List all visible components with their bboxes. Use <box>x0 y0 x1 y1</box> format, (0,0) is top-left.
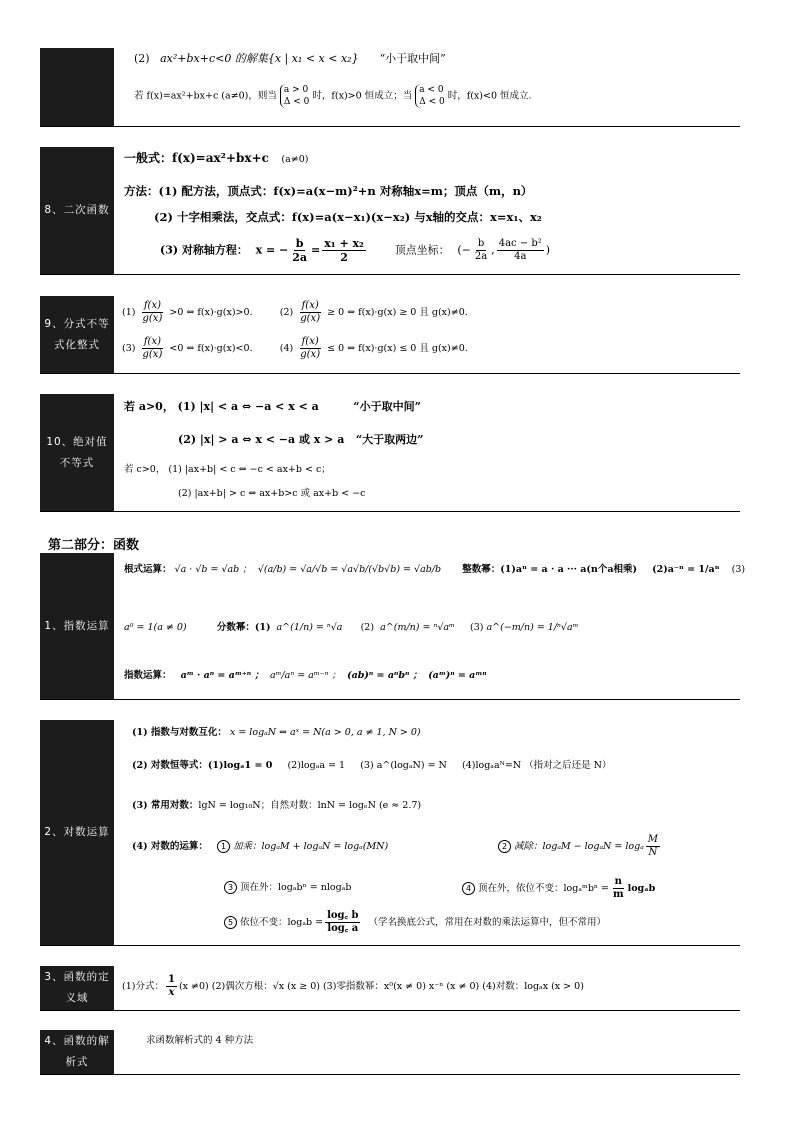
fractional-inequality-block <box>40 296 740 374</box>
common-log: (3) 常用对数：lgN = log₁₀N；自然对数：lnN = logₑN (e ≈ 2.7) <box>132 800 422 811</box>
exponent-label: 1、指数运算 <box>40 553 114 699</box>
top-label-cell <box>40 48 114 126</box>
exponent-rules: 指数运算： aᵐ · aⁿ = aᵐ⁺ⁿ ； aᵐ/aⁿ = aᵐ⁻ⁿ ； (ab)ⁿ = aⁿbⁿ ； (aᵐ)ⁿ = aᵐⁿ <box>124 670 487 681</box>
axis-equation: (3) 对称轴方程： x = − $\frac{b}{2a}$ = $\frac{\text{x₁ + x₂}}{2}$ 顶点坐标： (− $\frac{b}{2a}$ , $\frac{\text{4ac − b²}}{4a}$ ) <box>160 237 551 264</box>
expression-block <box>40 1030 740 1075</box>
absolute-value-label: 10、绝对值不等式 <box>40 394 114 511</box>
circled-number-1: 1 <box>217 840 230 853</box>
abs-greater-than: (2) |x| > a ⇔ x < −a 或 x > a “大于取两边” <box>178 433 424 446</box>
expression-label: 4、函数的解析式 <box>40 1030 114 1074</box>
section-title: 第二部分：函数 <box>48 538 140 553</box>
circled-number-5: 5 <box>224 916 237 929</box>
expression-methods: 求函数解析式的 4 种方法 <box>146 1035 254 1046</box>
log-power-rule: 3 顶在外：logₐbⁿ = nlogₐb <box>224 881 351 895</box>
domain-block <box>40 966 740 1011</box>
exponent-block <box>40 553 746 700</box>
log-exp-conversion: (1) 指数与对数互化： x = logₐN ⇔ aˣ = N(a > 0, a ≠ 1, N > 0) <box>132 727 421 738</box>
abs-linear-less: 若 c>0， (1) |ax+b| < c ⇔ −c < ax+b < c； <box>124 464 331 475</box>
fractional-inequality-label: 9、分式不等式化整式 <box>40 296 114 373</box>
circled-number-3: 3 <box>224 881 237 894</box>
frac-row-1: (1) $\frac{f(x)}{g(x)}$ >0 ⇔ f(x)·g(x)>0. (2) $\frac{f(x)}{g(x)}$ ≥ 0 ⇔ f(x)·g(x) ≥ 0 且 g(x)≠0. <box>122 300 468 324</box>
quadratic-label: 8、二次函数 <box>40 147 114 274</box>
vertex-form: 方法：(1) 配方法，顶点式：f(x)=a(x−m)²+n 对称轴x=m；顶点（m，n） <box>124 184 533 198</box>
circled-number-4: 4 <box>462 882 475 895</box>
absolute-value-block <box>40 394 740 512</box>
fraction-powers: a⁰ = 1(a ≠ 0) 分数幂：(1) a^(1/n) = ⁿ√a (2) a^(m/n) = ⁿ√aᵐ (3) a^(−m/n) = 1/ⁿ√aᵐ <box>124 622 579 633</box>
intercept-form: (2) 十字相乘法，交点式：f(x)=a(x−x₁)(x−x₂) 与x轴的交点：x=x₁、x₂ <box>154 210 542 224</box>
top-block <box>40 48 740 127</box>
solution-set-line: (2) ax²+bx+c<0 的解集{x | x₁ < x < x₂} “小于取中间” <box>134 52 446 65</box>
frac-row-2: (3) $\frac{f(x)}{g(x)}$ <0 ⇔ f(x)·g(x)<0. (4) $\frac{f(x)}{g(x)}$ ≤ 0 ⇔ f(x)·g(x) ≤ 0 且 g(x)≠0. <box>122 336 468 360</box>
circled-number-2: 2 <box>498 840 511 853</box>
general-form: 一般式：f(x)=ax²+bx+c (a≠0) <box>124 151 309 165</box>
log-base-power-rule: 4 顶在外，依位不变：logₐᵐbⁿ = $\frac{n}{m}$ logₐb <box>462 876 655 901</box>
abs-less-than: 若 a>0， (1) |x| < a ⇔ −a < x < a “小于取中间” <box>124 400 421 413</box>
quadratic-block <box>40 147 740 275</box>
log-subtraction: 2 减除：logₐM − logₐN = logₐ $\frac{M}{N}$ <box>498 834 662 859</box>
logarithm-block <box>40 720 740 946</box>
radical-operations: 根式运算： √a · √b = √ab ； √(a/b) = √a/√b = √a√b/(√b√b) = √ab/b 整数幂：(1)aⁿ = a · a ··· a(n个a相乘) (2)a⁻ⁿ = 1/aⁿ (3) <box>124 564 746 575</box>
log-addition: (4) 对数的运算： 1 加乘：logₐM + logₐN = logₐ(MN) <box>132 841 389 852</box>
abs-linear-greater: (2) |ax+b| > c ⇔ ax+b>c 或 ax+b < −c <box>178 488 366 499</box>
domain-label: 3、函数的定义域 <box>40 966 114 1010</box>
log-identities: (2) 对数恒等式：(1)logₐ1 = 0 (2)logₐa = 1 (3) a^(logₐN) = N (4)logₐaᴺ=N （指对之后还是 N） <box>132 760 612 771</box>
always-true-line: 若 f(x)=ax²+bx+c (a≠0)，则当a > 0 Δ < 0时，f(x)>0 恒成立；当a < 0 Δ < 0时，f(x)<0 恒成立. <box>134 85 532 107</box>
domain-rules: (1)分式： $\frac{1}{x}$ (x ≠0) (2)偶次方根：√x (x ≥ 0) (3)零指数幂：x⁰(x ≠ 0) x⁻ⁿ (x ≠ 0) (4)对数：logₐx (x > 0) <box>122 974 584 998</box>
logarithm-label: 2、对数运算 <box>40 720 114 945</box>
change-of-base: 5 依位不变：logₐb = $\frac{\log꜀ b}{\log꜀ a}$ （学名换底公式，常用在对数的乘法运算中，但不常用） <box>224 910 606 935</box>
